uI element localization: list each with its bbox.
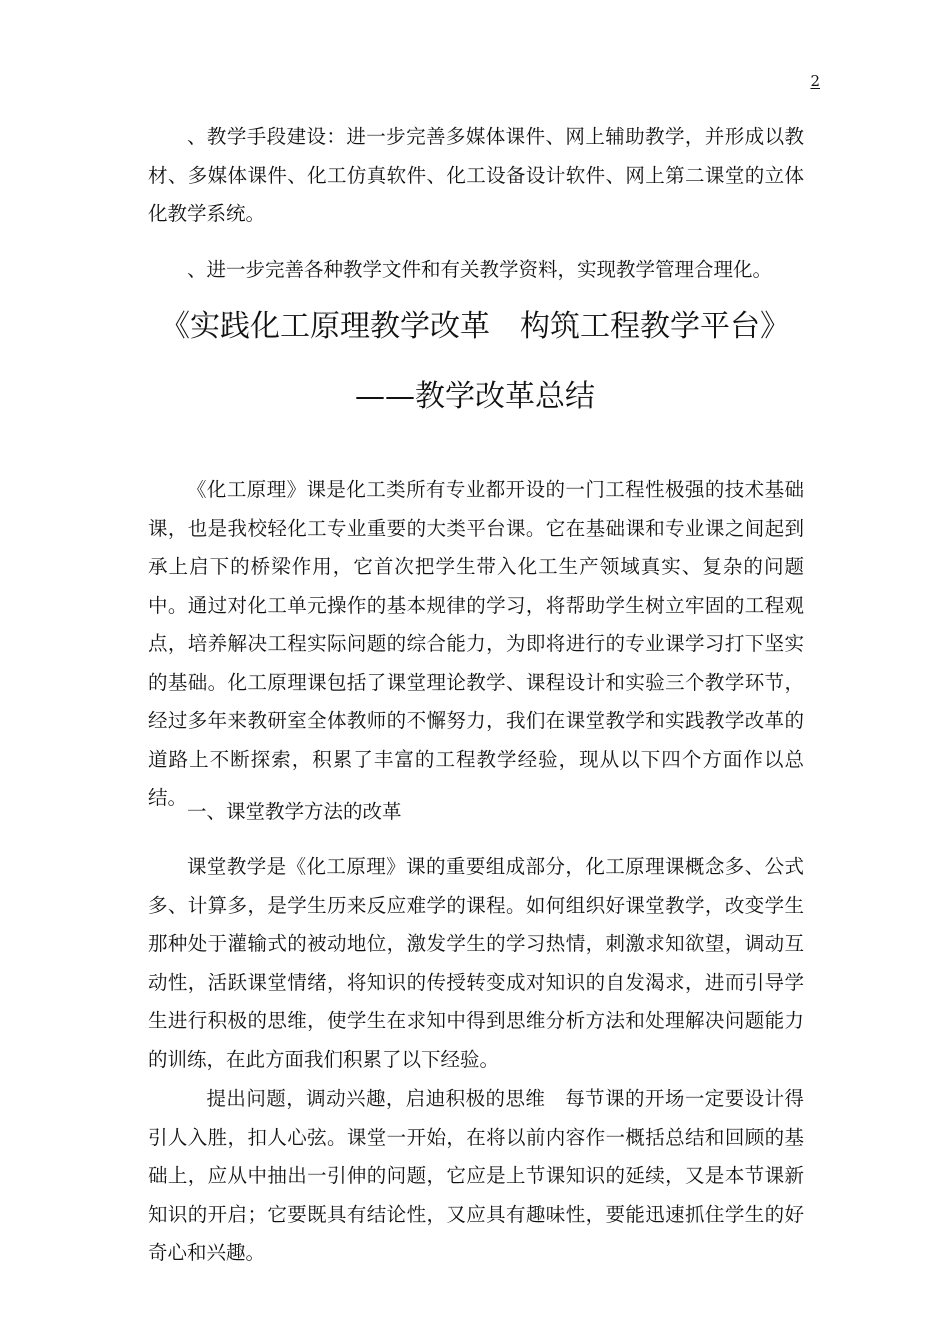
section-heading-classroom-reform: 一、课堂教学方法的改革 xyxy=(187,800,402,823)
paragraph-classroom-teaching: 课堂教学是《化工原理》课的重要组成部分，化工原理课概念多、公式多、计算多，是学生历来反应难学的课程。如何组织好课堂教学，改变学生那种处于灌输式的被动地位，激发学生的学习热情，刺激求知欲望，调动互动性，活跃课堂情绪，将知识的传授转变成对知识的自发渴求，进而引导学生进行积极的思维，使学生在求知中得到思维分析方法和处理解决问题能力的训练，在此方面我们积累了以下经验。 xyxy=(148,855,804,1071)
document-subtitle: ——教学改革总结 xyxy=(355,379,595,414)
paragraph-teaching-management: 、进一步完善各种教学文件和有关教学资料，实现教学管理合理化。 xyxy=(187,258,773,281)
document-title: 《实践化工原理教学改革 构筑工程教学平台》 xyxy=(160,309,790,344)
paragraph-course-intro: 《化工原理》课是化工类所有专业都开设的一门工程性极强的技术基础课，也是我校轻化工专业重要的大类平台课。它在基础课和专业课之间起到承上启下的桥梁作用，它首次把学生带入化工生产领域真实、复杂的问题中。通过对化工单元操作的基本规律的学习，将帮助学生树立牢固的工程观点，培养解决工程实际问题的综合能力，为即将进行的专业课学习打下坚实的基础。化工原理课包括了课堂理论教学、课程设计和实验三个教学环节，经过多年来教研室全体教师的不懈努力，我们在课堂教学和实践教学改革的道路上不断探索，积累了丰富的工程教学经验，现从以下四个方面作以总结。 xyxy=(148,478,804,809)
paragraph-teaching-means: 、教学手段建设：进一步完善多媒体课件、网上辅助教学，并形成以教材、多媒体课件、化工仿真软件、化工设备设计软件、网上第二课堂的立体化教学系统。 xyxy=(148,125,804,225)
page-number: 2 xyxy=(810,72,820,90)
paragraph-raise-questions: 提出问题，调动兴趣，启迪积极的思维 每节课的开场一定要设计得引人入胜，扣人心弦。课堂一开始，在将以前内容作一概括总结和回顾的基础上，应从中抽出一引伸的问题，它应是上节课知识的延续，又是本节课新知识的开启；它要既具有结论性，又应具有趣味性，要能迅速抓住学生的好奇心和兴趣。 xyxy=(148,1087,804,1264)
